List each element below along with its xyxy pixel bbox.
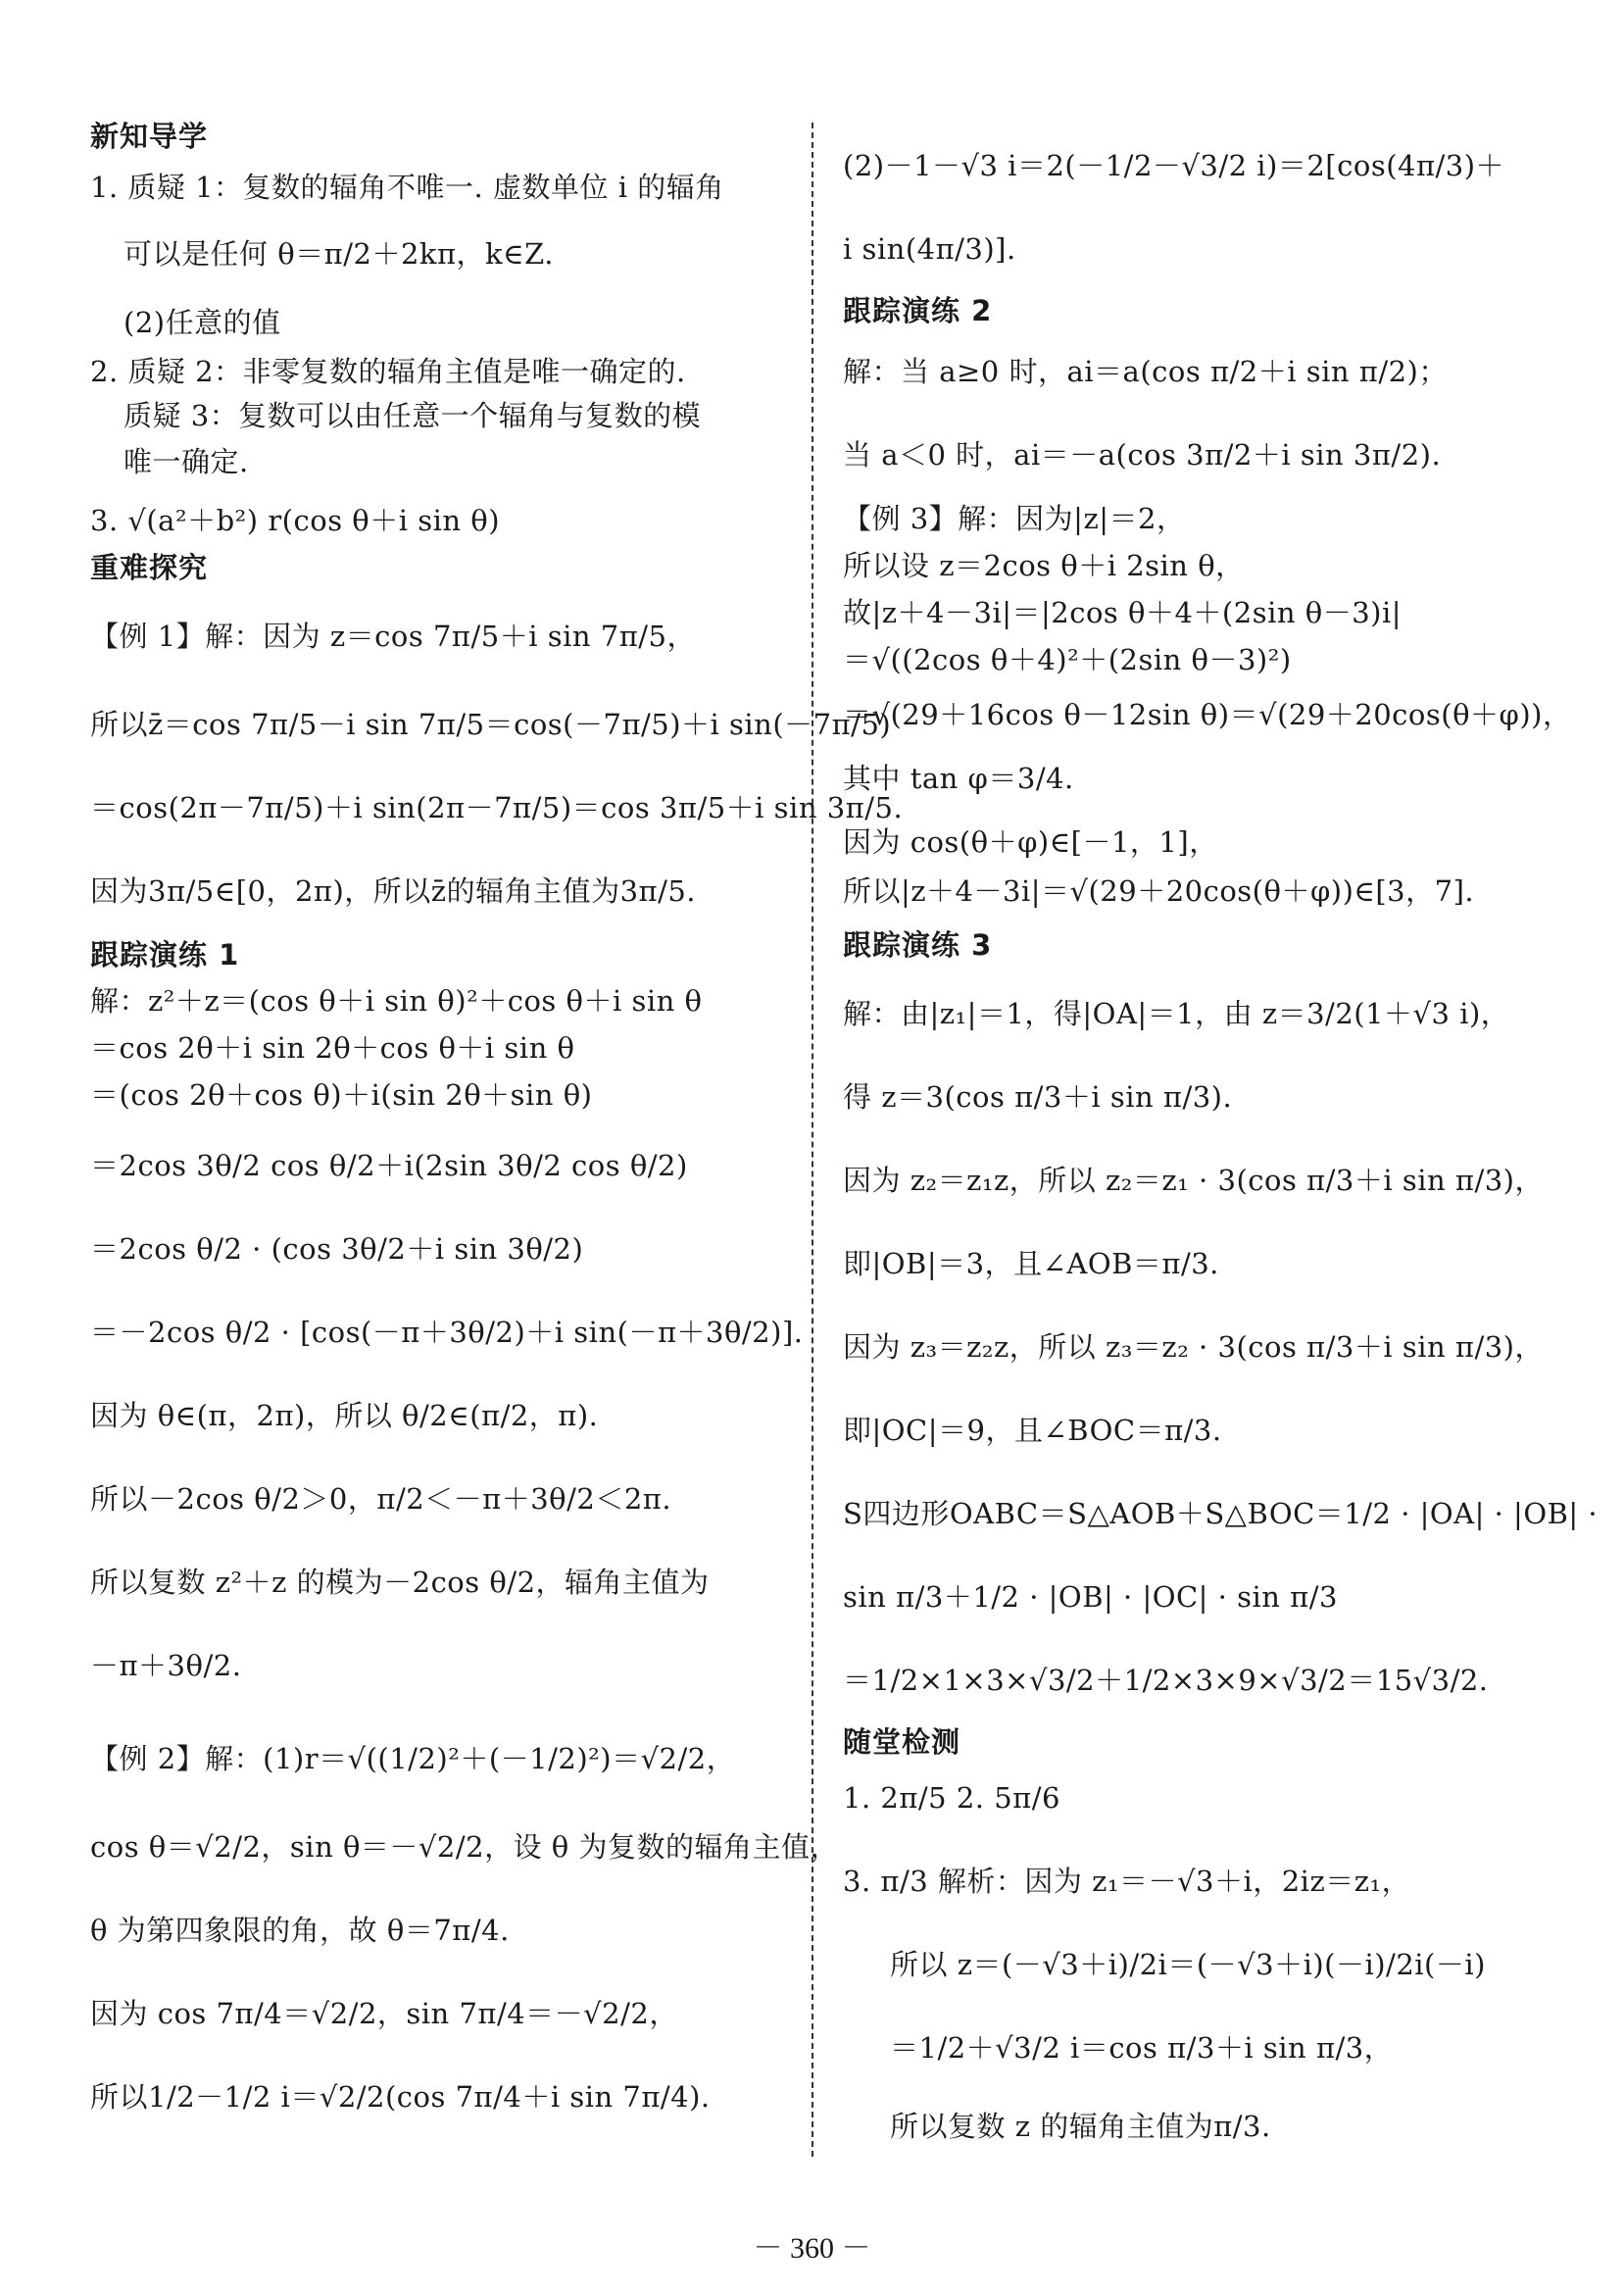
practice-1-line: ＝2cos 3θ/2 cos θ/2＋i(2sin 3θ/2 cos θ/2): [90, 1149, 688, 1182]
practice-1-line: 所以复数 z²＋z 的模为－2cos θ/2，辐角主值为: [90, 1566, 710, 1599]
section-heading-practice-1: 跟踪演练 1: [90, 938, 240, 971]
section-heading-key-points: 重难探究: [90, 551, 209, 584]
example-1-line: ＝cos(2π－7π/5)＋i sin(2π－7π/5)＝cos 3π/5＋i sin 3π/5.: [90, 791, 904, 824]
example-3-line: 【例 3】解：因为|z|＝2，: [843, 502, 1186, 535]
practice-3-line: 即|OB|＝3，且∠AOB＝π/3.: [843, 1247, 1219, 1280]
class-check-line: 1. 2π/5 2. 5π/6: [843, 1781, 1060, 1815]
example-3-line: 所以|z＋4－3i|＝√(29＋20cos(θ＋φ))∈[3，7].: [843, 874, 1475, 908]
page-number: － 360 －: [753, 2232, 871, 2265]
practice-2-line: 解：当 a≥0 时，ai＝a(cos π/2＋i sin π/2)；: [843, 355, 1448, 388]
practice-3-line: 即|OC|＝9，且∠BOC＝π/3.: [843, 1414, 1222, 1447]
example-2-line: 因为 cos 7π/4＝√2/2，sin 7π/4＝－√2/2，: [90, 1997, 678, 2030]
practice-3-line: 解：由|z₁|＝1，得|OA|＝1，由 z＝3/2(1＋√3 i)，: [843, 997, 1510, 1030]
practice-1-line: 解：z²＋z＝(cos θ＋i sin θ)²＋cos θ＋i sin θ: [90, 984, 703, 1018]
section-heading-practice-2: 跟踪演练 2: [843, 294, 993, 327]
practice-1-line: 因为 θ∈(π，2π)，所以 θ/2∈(π/2，π).: [90, 1399, 599, 1432]
answer-line: 质疑 3：复数可以由任意一个辐角与复数的模: [123, 399, 702, 432]
example-2-line: i sin(4π/3)].: [843, 232, 1016, 266]
example-2-line: 【例 2】解：(1)r＝√((1/2)²＋(－1/2)²)＝√2/2，: [90, 1742, 736, 1775]
example-2-line: (2)－1－√3 i＝2(－1/2－√3/2 i)＝2[cos(4π/3)＋: [843, 149, 1505, 182]
example-2-line: cos θ＝√2/2，sin θ＝－√2/2，设 θ 为复数的辐角主值，: [90, 1830, 839, 1864]
example-3-line: 所以设 z＝2cos θ＋i 2sin θ，: [843, 549, 1245, 582]
example-3-line: 因为 cos(θ＋φ)∈[－1，1]，: [843, 825, 1218, 859]
answer-line: 可以是任何 θ＝π/2＋2kπ，k∈Z.: [123, 237, 554, 271]
section-heading-class-check: 随堂检测: [843, 1725, 961, 1759]
example-1-line: 【例 1】解：因为 z＝cos 7π/5＋i sin 7π/5，: [90, 620, 696, 653]
section-heading-practice-3: 跟踪演练 3: [843, 928, 993, 962]
example-3-line: ＝√((2cos θ＋4)²＋(2sin θ－3)²): [843, 643, 1292, 676]
practice-1-line: ＝2cos θ/2 · (cos 3θ/2＋i sin 3θ/2): [90, 1232, 584, 1266]
example-1-line: 所以z̄＝cos 7π/5－i sin 7π/5＝cos(－7π/5)＋i sin(－7π/5): [90, 708, 892, 741]
answer-line: (2)任意的值: [123, 306, 281, 339]
practice-2-line: 当 a＜0 时，ai＝－a(cos 3π/2＋i sin 3π/2).: [843, 438, 1442, 472]
answer-line: 2. 质疑 2：非零复数的辐角主值是唯一确定的.: [90, 355, 686, 388]
answer-line: 1. 质疑 1：复数的辐角不唯一. 虚数单位 i 的辐角: [90, 171, 724, 204]
practice-3-line: 因为 z₃＝z₂z，所以 z₃＝z₂ · 3(cos π/3＋i sin π/3)，: [843, 1330, 1544, 1364]
practice-1-line: ＝cos 2θ＋i sin 2θ＋cos θ＋i sin θ: [90, 1031, 575, 1065]
column-divider: [812, 123, 813, 2157]
example-3-line: ＝√(29＋16cos θ－12sin θ)＝√(29＋20cos(θ＋φ))，: [843, 698, 1572, 731]
example-3-line: 故|z＋4－3i|＝|2cos θ＋4＋(2sin θ－3)i|: [843, 596, 1403, 629]
example-2-line: 所以1/2－1/2 i＝√2/2(cos 7π/4＋i sin 7π/4).: [90, 2080, 711, 2114]
example-3-line: 其中 tan φ＝3/4.: [843, 762, 1074, 795]
answer-line: 3. √(a²＋b²) r(cos θ＋i sin θ): [90, 504, 501, 537]
example-1-line: 因为3π/5∈[0，2π)，所以z̄的辐角主值为3π/5.: [90, 874, 697, 908]
class-check-line: ＝1/2＋√3/2 i＝cos π/3＋i sin π/3，: [890, 2031, 1394, 2065]
practice-1-line: ＝(cos 2θ＋cos θ)＋i(sin 2θ＋sin θ): [90, 1078, 593, 1112]
answer-line: 唯一确定.: [123, 445, 249, 478]
practice-3-line: sin π/3＋1/2 · |OB| · |OC| · sin π/3: [843, 1580, 1338, 1614]
practice-3-line: 得 z＝3(cos π/3＋i sin π/3).: [843, 1080, 1233, 1114]
practice-3-line: S四边形OABC＝S△AOB＋S△BOC＝1/2 · |OA| · |OB| ·: [843, 1497, 1599, 1530]
practice-3-line: 因为 z₂＝z₁z，所以 z₂＝z₁ · 3(cos π/3＋i sin π/3)，: [843, 1164, 1544, 1197]
practice-1-line: －π＋3θ/2.: [90, 1649, 242, 1682]
practice-3-line: ＝1/2×1×3×√3/2＋1/2×3×9×√3/2＝15√3/2.: [843, 1664, 1489, 1697]
practice-1-line: 所以－2cos θ/2＞0，π/2＜－π＋3θ/2＜2π.: [90, 1482, 672, 1516]
class-check-line: 3. π/3 解析：因为 z₁＝－√3＋i，2iz＝z₁，: [843, 1865, 1411, 1898]
example-2-line: θ 为第四象限的角，故 θ＝7π/4.: [90, 1914, 510, 1947]
practice-1-line: ＝－2cos θ/2 · [cos(－π＋3θ/2)＋i sin(－π＋3θ/2)].: [90, 1316, 804, 1349]
section-heading-new-knowledge: 新知导学: [90, 120, 209, 153]
class-check-line: 所以 z＝(－√3＋i)/2i＝(－√3＋i)(－i)/2i(－i): [890, 1948, 1486, 1981]
class-check-line: 所以复数 z 的辐角主值为π/3.: [890, 2110, 1271, 2143]
